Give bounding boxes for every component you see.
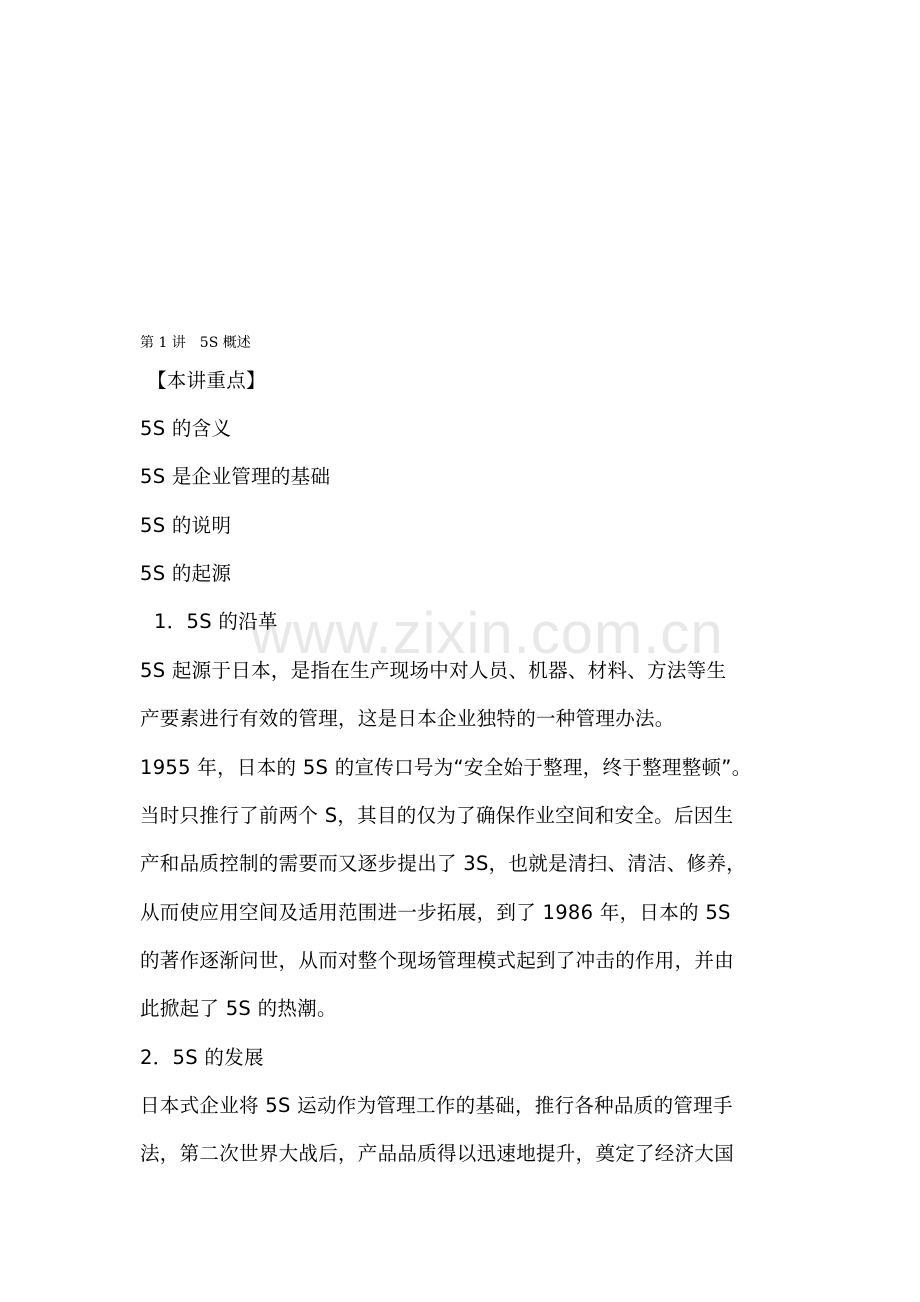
key-point-item: 5S 的起源 bbox=[140, 562, 232, 585]
paragraph-line: 法，第二次世界大战后，产品品质得以迅速地提升，奠定了经济大国 bbox=[140, 1142, 735, 1165]
paragraph-line: 此掀起了 5S 的热潮。 bbox=[140, 997, 337, 1020]
lecture-title: 第 1 讲 5S 概述 bbox=[140, 335, 251, 351]
paragraph-line: 从而使应用空间及适用范围进一步拓展，到了 1986 年，日本的 5S bbox=[140, 901, 731, 924]
paragraph-line: 产和品质控制的需要而又逐步提出了 3S，也就是清扫、清洁、修养， bbox=[140, 852, 747, 875]
key-point-item: 5S 是企业管理的基础 bbox=[140, 465, 331, 488]
key-point-item: 5S 的含义 bbox=[140, 417, 232, 440]
paragraph-line: 5S 起源于日本，是指在生产现场中对人员、机器、材料、方法等生 bbox=[140, 659, 727, 682]
paragraph-line: 1955 年，日本的 5S 的宣传口号为“安全始于整理，终于整理整顿”。 bbox=[140, 756, 752, 779]
section-heading-development: 2．5S 的发展 bbox=[140, 1046, 264, 1069]
paragraph-line: 产要素进行有效的管理，这是日本企业独特的一种管理办法。 bbox=[140, 707, 675, 730]
paragraph-line: 的著作逐渐问世，从而对整个现场管理模式起到了冲击的作用，并由 bbox=[140, 949, 735, 972]
watermark: www.zixin.com.cn bbox=[250, 601, 724, 666]
paragraph-line: 日本式企业将 5S 运动作为管理工作的基础，推行各种品质的管理手 bbox=[140, 1094, 733, 1117]
section-heading-history: 1．5S 的沿革 bbox=[154, 610, 278, 633]
key-points-heading: 【本讲重点】 bbox=[147, 369, 266, 392]
paragraph-line: 当时只推行了前两个 S，其目的仅为了确保作业空间和安全。后因生 bbox=[140, 804, 734, 827]
key-point-item: 5S 的说明 bbox=[140, 514, 232, 537]
